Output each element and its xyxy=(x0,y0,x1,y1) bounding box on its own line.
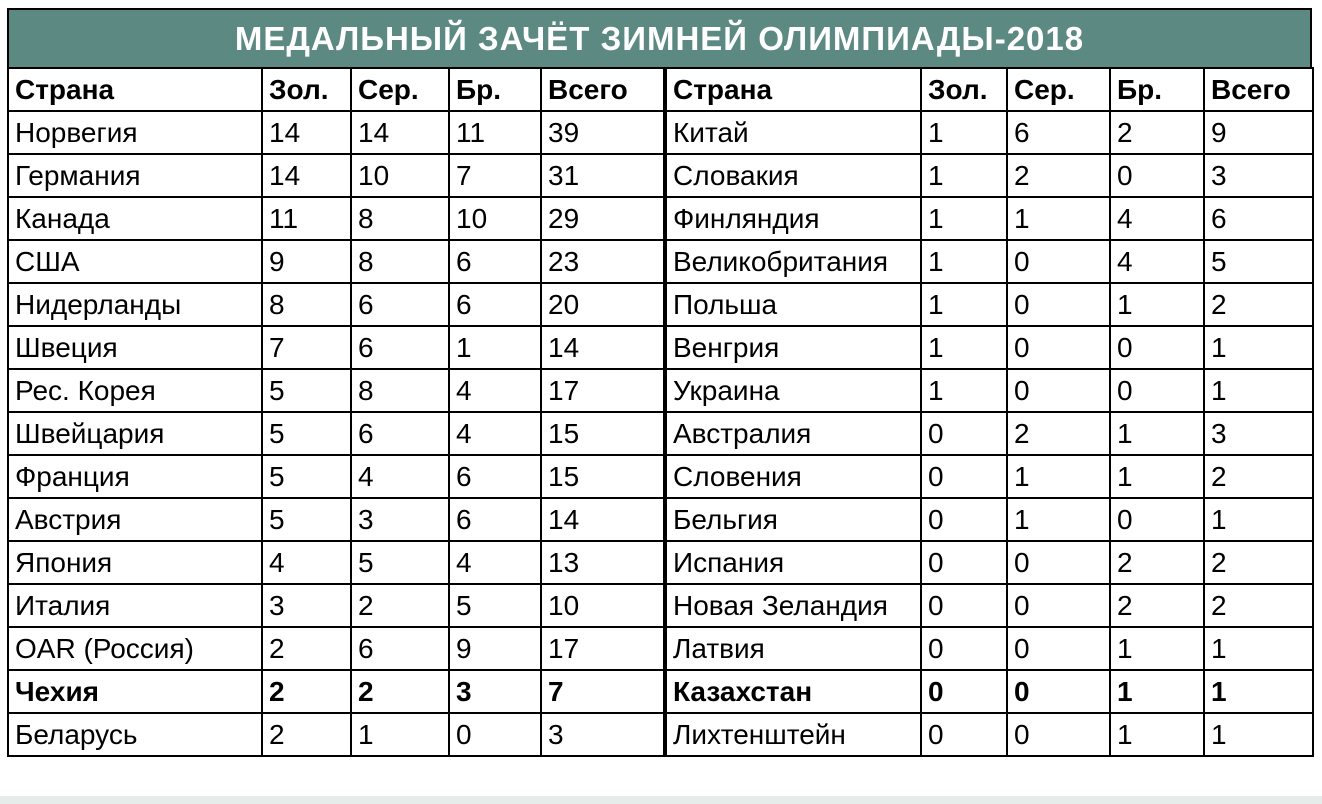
right-silver-cell: 0 xyxy=(1007,670,1110,713)
right-total-cell: 1 xyxy=(1204,326,1313,369)
header-gold-right: Зол. xyxy=(921,68,1007,111)
right-gold-cell: 0 xyxy=(921,412,1007,455)
right-country-cell: Китай xyxy=(665,111,921,154)
left-gold-cell: 5 xyxy=(262,412,351,455)
right-country-cell: Казахстан xyxy=(665,670,921,713)
left-bronze-cell: 0 xyxy=(449,713,541,756)
left-silver-cell: 8 xyxy=(351,197,449,240)
header-bronze-left: Бр. xyxy=(449,68,541,111)
left-total-cell: 7 xyxy=(541,670,665,713)
right-gold-cell: 1 xyxy=(921,240,1007,283)
right-silver-cell: 0 xyxy=(1007,541,1110,584)
left-country-cell: Италия xyxy=(8,584,262,627)
right-gold-cell: 1 xyxy=(921,154,1007,197)
header-silver-right: Сер. xyxy=(1007,68,1110,111)
table-row xyxy=(8,283,1313,326)
right-total-cell: 1 xyxy=(1204,627,1313,670)
right-silver-cell: 0 xyxy=(1007,240,1110,283)
left-total-cell: 20 xyxy=(541,283,665,326)
right-gold-cell: 0 xyxy=(921,498,1007,541)
right-bronze-cell: 1 xyxy=(1110,627,1204,670)
right-bronze-cell: 1 xyxy=(1110,283,1204,326)
left-silver-cell: 10 xyxy=(351,154,449,197)
right-bronze-cell: 0 xyxy=(1110,154,1204,197)
table-title: МЕДАЛЬНЫЙ ЗАЧЁТ ЗИМНЕЙ ОЛИМПИАДЫ-2018 xyxy=(7,8,1312,67)
right-silver-cell: 0 xyxy=(1007,584,1110,627)
table-row xyxy=(8,197,1313,240)
right-total-cell: 1 xyxy=(1204,369,1313,412)
left-total-cell: 17 xyxy=(541,369,665,412)
left-gold-cell: 9 xyxy=(262,240,351,283)
right-gold-cell: 0 xyxy=(921,627,1007,670)
left-silver-cell: 1 xyxy=(351,713,449,756)
right-bronze-cell: 1 xyxy=(1110,713,1204,756)
left-country-cell: Швейцария xyxy=(8,412,262,455)
left-silver-cell: 6 xyxy=(351,412,449,455)
left-gold-cell: 5 xyxy=(262,455,351,498)
left-total-cell: 39 xyxy=(541,111,665,154)
left-silver-cell: 2 xyxy=(351,670,449,713)
left-silver-cell: 4 xyxy=(351,455,449,498)
right-bronze-cell: 1 xyxy=(1110,455,1204,498)
left-total-cell: 10 xyxy=(541,584,665,627)
left-country-cell: Япония xyxy=(8,541,262,584)
left-country-cell: Германия xyxy=(8,154,262,197)
right-country-cell: Латвия xyxy=(665,627,921,670)
left-country-cell: Чехия xyxy=(8,670,262,713)
right-bronze-cell: 0 xyxy=(1110,326,1204,369)
medal-table-document xyxy=(7,8,1312,795)
left-gold-cell: 2 xyxy=(262,713,351,756)
left-total-cell: 15 xyxy=(541,455,665,498)
table-row xyxy=(8,111,1313,154)
table-row xyxy=(8,369,1313,412)
left-gold-cell: 5 xyxy=(262,369,351,412)
right-bronze-cell: 0 xyxy=(1110,369,1204,412)
right-total-cell: 2 xyxy=(1204,541,1313,584)
left-bronze-cell: 11 xyxy=(449,111,541,154)
left-silver-cell: 8 xyxy=(351,369,449,412)
table-row xyxy=(8,498,1313,541)
left-country-cell: Франция xyxy=(8,455,262,498)
left-total-cell: 15 xyxy=(541,412,665,455)
left-gold-cell: 14 xyxy=(262,154,351,197)
left-total-cell: 13 xyxy=(541,541,665,584)
right-country-cell: Новая Зеландия xyxy=(665,584,921,627)
left-silver-cell: 6 xyxy=(351,326,449,369)
left-gold-cell: 2 xyxy=(262,670,351,713)
left-gold-cell: 4 xyxy=(262,541,351,584)
table-row xyxy=(8,627,1313,670)
left-gold-cell: 11 xyxy=(262,197,351,240)
right-total-cell: 5 xyxy=(1204,240,1313,283)
left-country-cell: Канада xyxy=(8,197,262,240)
left-country-cell: Австрия xyxy=(8,498,262,541)
header-country-left: Страна xyxy=(8,68,262,111)
header-row xyxy=(8,68,1313,111)
left-silver-cell: 6 xyxy=(351,283,449,326)
table-body xyxy=(8,111,1313,756)
right-gold-cell: 0 xyxy=(921,541,1007,584)
left-country-cell: OAR (Россия) xyxy=(8,627,262,670)
table-row xyxy=(8,541,1313,584)
right-bronze-cell: 4 xyxy=(1110,240,1204,283)
right-total-cell: 3 xyxy=(1204,154,1313,197)
right-gold-cell: 0 xyxy=(921,455,1007,498)
left-total-cell: 14 xyxy=(541,326,665,369)
right-gold-cell: 1 xyxy=(921,326,1007,369)
right-country-cell: Бельгия xyxy=(665,498,921,541)
right-country-cell: Великобритания xyxy=(665,240,921,283)
left-country-cell: Нидерланды xyxy=(8,283,262,326)
left-silver-cell: 3 xyxy=(351,498,449,541)
right-country-cell: Словакия xyxy=(665,154,921,197)
right-country-cell: Финляндия xyxy=(665,197,921,240)
right-country-cell: Польша xyxy=(665,283,921,326)
table-row xyxy=(8,670,1313,713)
left-gold-cell: 7 xyxy=(262,326,351,369)
right-total-cell: 2 xyxy=(1204,455,1313,498)
header-total-left: Всего xyxy=(541,68,665,111)
right-silver-cell: 0 xyxy=(1007,283,1110,326)
left-bronze-cell: 6 xyxy=(449,283,541,326)
table-row xyxy=(8,455,1313,498)
right-silver-cell: 0 xyxy=(1007,326,1110,369)
header-total-right: Всего xyxy=(1204,68,1313,111)
table-row xyxy=(8,713,1313,756)
left-country-cell: Швеция xyxy=(8,326,262,369)
left-bronze-cell: 5 xyxy=(449,584,541,627)
right-total-cell: 3 xyxy=(1204,412,1313,455)
right-bronze-cell: 2 xyxy=(1110,584,1204,627)
right-gold-cell: 1 xyxy=(921,283,1007,326)
left-gold-cell: 8 xyxy=(262,283,351,326)
table-row xyxy=(8,240,1313,283)
right-silver-cell: 1 xyxy=(1007,455,1110,498)
table-row xyxy=(8,154,1313,197)
right-country-cell: Украина xyxy=(665,369,921,412)
left-silver-cell: 8 xyxy=(351,240,449,283)
left-gold-cell: 3 xyxy=(262,584,351,627)
right-bronze-cell: 1 xyxy=(1110,670,1204,713)
right-bronze-cell: 0 xyxy=(1110,498,1204,541)
right-gold-cell: 1 xyxy=(921,197,1007,240)
right-total-cell: 1 xyxy=(1204,498,1313,541)
right-gold-cell: 0 xyxy=(921,670,1007,713)
header-gold-left: Зол. xyxy=(262,68,351,111)
right-bronze-cell: 4 xyxy=(1110,197,1204,240)
right-bronze-cell: 1 xyxy=(1110,412,1204,455)
left-bronze-cell: 7 xyxy=(449,154,541,197)
left-bronze-cell: 4 xyxy=(449,369,541,412)
left-total-cell: 29 xyxy=(541,197,665,240)
table-row xyxy=(8,326,1313,369)
header-silver-left: Сер. xyxy=(351,68,449,111)
right-bronze-cell: 2 xyxy=(1110,541,1204,584)
left-gold-cell: 14 xyxy=(262,111,351,154)
header-bronze-right: Бр. xyxy=(1110,68,1204,111)
right-gold-cell: 0 xyxy=(921,713,1007,756)
right-silver-cell: 0 xyxy=(1007,713,1110,756)
right-total-cell: 1 xyxy=(1204,713,1313,756)
right-silver-cell: 6 xyxy=(1007,111,1110,154)
left-gold-cell: 5 xyxy=(262,498,351,541)
right-total-cell: 6 xyxy=(1204,197,1313,240)
right-total-cell: 2 xyxy=(1204,283,1313,326)
header-country-right: Страна xyxy=(665,68,921,111)
left-bronze-cell: 6 xyxy=(449,240,541,283)
left-bronze-cell: 4 xyxy=(449,541,541,584)
left-country-cell: Беларусь xyxy=(8,713,262,756)
right-total-cell: 1 xyxy=(1204,670,1313,713)
right-silver-cell: 1 xyxy=(1007,498,1110,541)
table-row xyxy=(8,412,1313,455)
left-bronze-cell: 4 xyxy=(449,412,541,455)
left-silver-cell: 5 xyxy=(351,541,449,584)
left-total-cell: 14 xyxy=(541,498,665,541)
left-bronze-cell: 1 xyxy=(449,326,541,369)
right-silver-cell: 2 xyxy=(1007,154,1110,197)
left-bronze-cell: 9 xyxy=(449,627,541,670)
left-country-cell: Норвегия xyxy=(8,111,262,154)
right-silver-cell: 0 xyxy=(1007,627,1110,670)
left-total-cell: 17 xyxy=(541,627,665,670)
left-total-cell: 31 xyxy=(541,154,665,197)
right-country-cell: Венгрия xyxy=(665,326,921,369)
right-bronze-cell: 2 xyxy=(1110,111,1204,154)
right-silver-cell: 0 xyxy=(1007,369,1110,412)
right-gold-cell: 1 xyxy=(921,111,1007,154)
right-total-cell: 2 xyxy=(1204,584,1313,627)
left-bronze-cell: 6 xyxy=(449,455,541,498)
right-country-cell: Словения xyxy=(665,455,921,498)
left-country-cell: Рес. Корея xyxy=(8,369,262,412)
table-row xyxy=(8,584,1313,627)
right-gold-cell: 1 xyxy=(921,369,1007,412)
medal-table xyxy=(7,67,1314,757)
right-country-cell: Лихтенштейн xyxy=(665,713,921,756)
left-bronze-cell: 6 xyxy=(449,498,541,541)
left-silver-cell: 14 xyxy=(351,111,449,154)
left-gold-cell: 2 xyxy=(262,627,351,670)
left-bronze-cell: 3 xyxy=(449,670,541,713)
right-country-cell: Австралия xyxy=(665,412,921,455)
left-total-cell: 3 xyxy=(541,713,665,756)
bottom-strip xyxy=(0,796,1322,804)
left-silver-cell: 6 xyxy=(351,627,449,670)
left-total-cell: 23 xyxy=(541,240,665,283)
right-country-cell: Испания xyxy=(665,541,921,584)
left-silver-cell: 2 xyxy=(351,584,449,627)
left-bronze-cell: 10 xyxy=(449,197,541,240)
right-gold-cell: 0 xyxy=(921,584,1007,627)
right-silver-cell: 2 xyxy=(1007,412,1110,455)
right-silver-cell: 1 xyxy=(1007,197,1110,240)
left-country-cell: США xyxy=(8,240,262,283)
right-total-cell: 9 xyxy=(1204,111,1313,154)
